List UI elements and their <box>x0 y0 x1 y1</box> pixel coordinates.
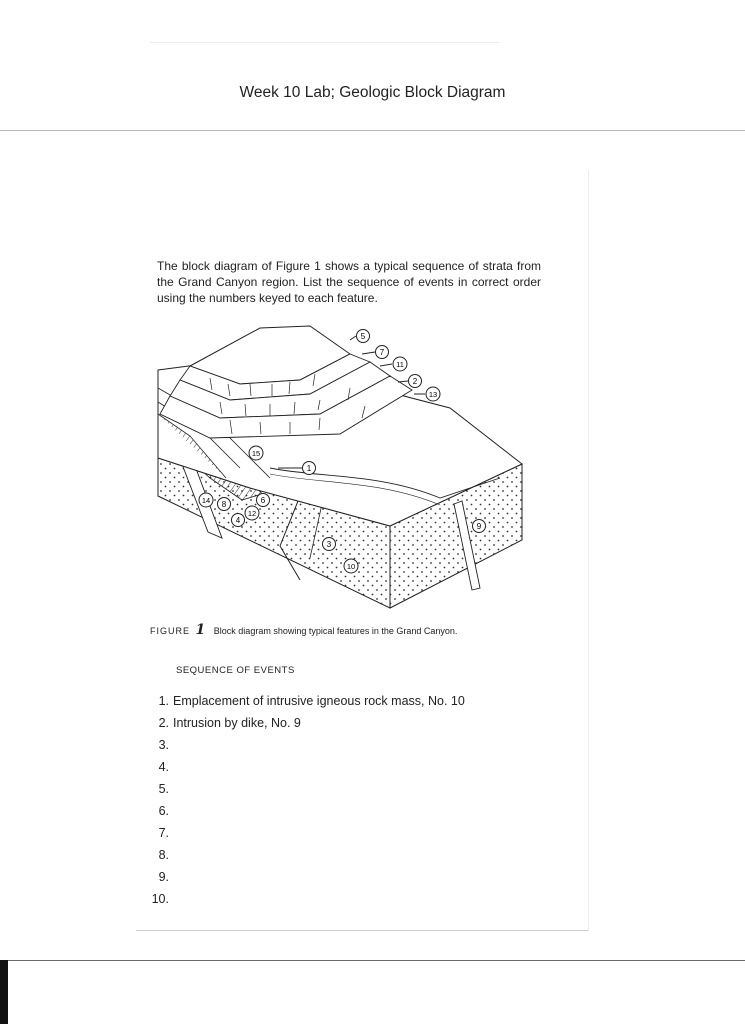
sequence-item <box>143 888 465 910</box>
sequence-text: Intrusion by dike, No. 9 <box>173 716 301 730</box>
callout-label-4: 4 <box>235 516 241 525</box>
sequence-number: 9. <box>158 870 169 884</box>
sequence-item <box>143 690 465 712</box>
callout-label-9: 9 <box>476 522 482 531</box>
callout-label-14: 14 <box>201 496 211 505</box>
callout-label-7: 7 <box>379 348 385 357</box>
sequence-number: 10. <box>151 892 169 906</box>
sequence-heading: SEQUENCE OF EVENTS <box>176 665 295 676</box>
sequence-item <box>143 756 465 778</box>
callout-label-8: 8 <box>221 500 227 509</box>
sequence-number: 8. <box>158 848 169 862</box>
callout-10 <box>344 559 358 573</box>
sequence-item <box>143 712 465 734</box>
sequence-item <box>143 866 465 888</box>
sequence-item <box>143 734 465 756</box>
callout-label-5: 5 <box>360 332 366 341</box>
callout-13 <box>414 387 440 401</box>
block-diagram <box>150 318 530 618</box>
callout-11 <box>380 357 407 371</box>
callout-label-10: 10 <box>346 562 356 571</box>
sequence-text: Emplacement of intrusive igneous rock mass, No. 10 <box>173 694 465 708</box>
sequence-number: 1. <box>158 694 169 708</box>
sequence-item <box>143 822 465 844</box>
page-header <box>0 0 745 131</box>
sequence-number: 4. <box>158 760 169 774</box>
callout-label-3: 3 <box>326 540 332 549</box>
callout-label-1: 1 <box>306 464 312 473</box>
sequence-item <box>143 778 465 800</box>
scan-edge-mark <box>0 960 8 1024</box>
sequence-number: 2. <box>158 716 169 730</box>
callout-8 <box>218 498 231 511</box>
callout-3 <box>323 538 336 551</box>
sequence-item <box>143 844 465 866</box>
sequence-number: 6. <box>158 804 169 818</box>
callout-9 <box>473 520 486 533</box>
caption-label: FIGURE <box>150 626 191 636</box>
callout-15 <box>249 446 263 460</box>
callout-label-11: 11 <box>396 360 404 369</box>
callout-12 <box>245 506 259 520</box>
callout-7 <box>362 346 389 359</box>
scan-edge-line <box>0 960 745 961</box>
page-title: Week 10 Lab; Geologic Block Diagram <box>239 84 506 101</box>
sequence-list <box>143 690 465 910</box>
callout-label-6: 6 <box>260 496 266 505</box>
callout-5 <box>350 330 370 343</box>
sequence-number: 5. <box>158 782 169 796</box>
sequence-number: 7. <box>158 826 169 840</box>
intro-paragraph: The block diagram of Figure 1 shows a typical sequence of strata from the Grand Canyon region. List the sequence of events in correct order using the numbers keyed to each feature. <box>157 259 541 305</box>
callout-label-2: 2 <box>412 377 418 386</box>
caption-number: 1 <box>195 622 206 638</box>
callout-14 <box>199 493 213 507</box>
callout-label-13: 13 <box>428 390 438 399</box>
callout-6 <box>257 494 270 507</box>
caption-text: Block diagram showing typical features in the Grand Canyon. <box>213 626 458 636</box>
callout-4 <box>232 514 245 527</box>
callout-label-12: 12 <box>247 509 257 518</box>
header-rule <box>150 42 500 43</box>
callout-label-15: 15 <box>251 449 261 458</box>
sequence-number: 3. <box>158 738 169 752</box>
figure-caption <box>150 622 457 638</box>
sequence-item <box>143 800 465 822</box>
